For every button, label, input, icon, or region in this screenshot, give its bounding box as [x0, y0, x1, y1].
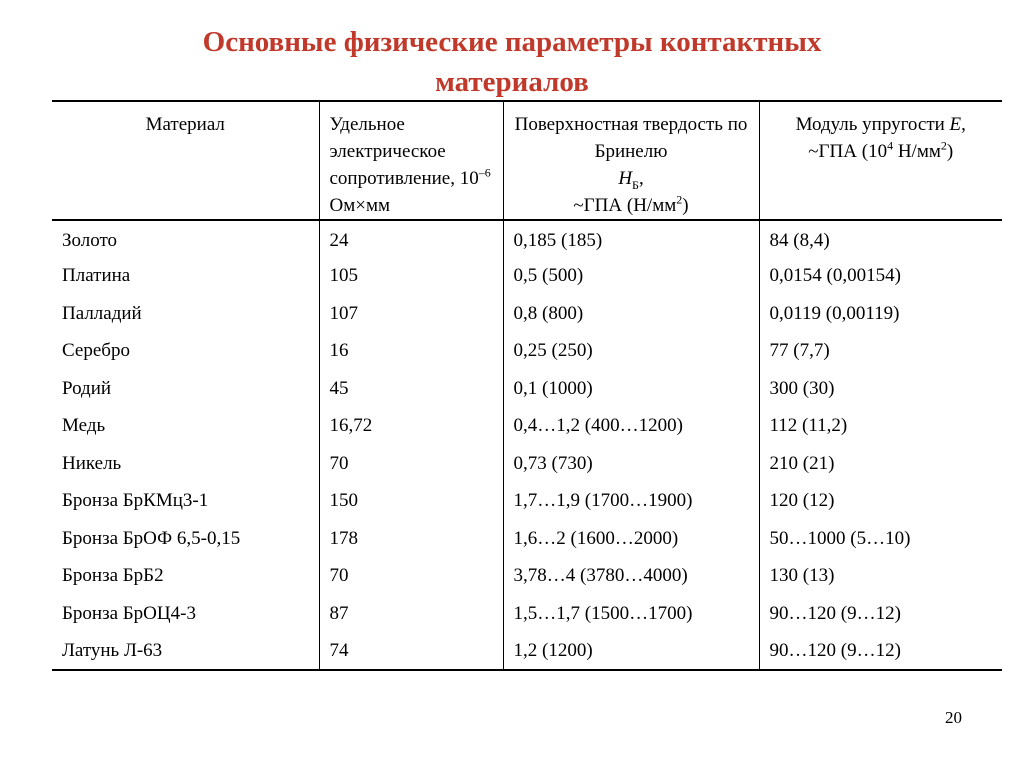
slide-title [0, 22, 1024, 102]
cell-material: Бронза БрОЦ4-3 [62, 602, 196, 624]
header-hardness [503, 101, 759, 220]
cell-resistivity: 178 [319, 520, 503, 558]
materials-table [52, 100, 1002, 671]
table-row [52, 595, 1002, 633]
cell-hardness: 0,73 (730) [503, 445, 759, 483]
cell-material: Палладий [62, 302, 142, 324]
header-resistivity-text: Удельное электрическое сопротивление, [329, 114, 455, 189]
cell-modulus: 0,0154 (0,00154) [759, 258, 1002, 296]
header-hardness-symbol: H [618, 168, 633, 189]
header-modulus [759, 101, 1002, 220]
cell-material: Медь [62, 415, 106, 437]
slide-title-line-1: Основные физические параметры контактных [202, 26, 822, 58]
cell-hardness: 3,78…4 (3780…4000) [503, 558, 759, 596]
table-row [52, 370, 1002, 408]
cell-modulus: 50…1000 (5…10) [759, 520, 1002, 558]
table-row [52, 220, 1002, 258]
header-resistivity-exp: –6 [478, 165, 491, 180]
cell-modulus: 210 (21) [759, 445, 1002, 483]
cell-hardness: 0,25 (250) [503, 333, 759, 371]
page-number: 20 [945, 708, 962, 727]
cell-resistivity: 45 [319, 370, 503, 408]
cell-modulus: 84 (8,4) [759, 220, 1002, 258]
table-row [52, 258, 1002, 296]
cell-material: Родий [62, 377, 112, 399]
cell-resistivity: 24 [319, 220, 503, 258]
cell-material: Никель [62, 452, 122, 474]
header-material [52, 101, 319, 220]
cell-modulus: 120 (12) [759, 483, 1002, 521]
cell-hardness: 1,7…1,9 (1700…1900) [503, 483, 759, 521]
header-hardness-comma: , [638, 168, 644, 189]
table-row [52, 520, 1002, 558]
cell-modulus: 112 (11,2) [759, 408, 1002, 446]
cell-hardness: 1,5…1,7 (1500…1700) [503, 595, 759, 633]
cell-modulus: 77 (7,7) [759, 333, 1002, 371]
header-hardness-unit-exp: 2 [676, 192, 683, 207]
cell-material: Бронза БрОФ 6,5-0,15 [62, 527, 241, 549]
cell-modulus: 90…120 (9…12) [759, 633, 1002, 671]
table-row [52, 295, 1002, 333]
cell-resistivity: 16,72 [319, 408, 503, 446]
cell-hardness: 0,4…1,2 (400…1200) [503, 408, 759, 446]
cell-resistivity: 105 [319, 258, 503, 296]
header-hardness-unit-suffix: ) [682, 195, 689, 216]
table-row [52, 333, 1002, 371]
cell-modulus: 130 (13) [759, 558, 1002, 596]
cell-resistivity: 70 [319, 445, 503, 483]
cell-resistivity: 70 [319, 558, 503, 596]
table-row [52, 558, 1002, 596]
header-modulus-comma: , [961, 114, 966, 135]
header-hardness-text: Поверхностная твердость по Бринелю [514, 114, 748, 162]
header-modulus-unit-exp1: 4 [887, 138, 894, 153]
cell-material: Платина [62, 265, 131, 287]
cell-resistivity: 16 [319, 333, 503, 371]
cell-resistivity: 87 [319, 595, 503, 633]
cell-material: Латунь Л-63 [52, 633, 319, 671]
table-row [52, 445, 1002, 483]
cell-modulus: 0,0119 (0,00119) [759, 295, 1002, 333]
header-hardness-symbol-sub: Б [632, 177, 639, 192]
table-header-row [52, 101, 1002, 220]
header-modulus-unit-prefix: ~ГПА (10 [808, 141, 888, 162]
cell-hardness: 0,1 (1000) [503, 370, 759, 408]
cell-resistivity: 150 [319, 483, 503, 521]
header-modulus-text: Модуль упругости [795, 114, 945, 135]
header-modulus-unit-mid: Н/мм [893, 141, 941, 162]
header-resistivity [319, 101, 503, 220]
header-material-label: Материал [145, 114, 225, 135]
table-row [52, 633, 1002, 671]
header-resistivity-unit: Ом×мм [329, 195, 391, 216]
cell-hardness: 1,2 (1200) [503, 633, 759, 671]
cell-hardness: 0,5 (500) [503, 258, 759, 296]
header-hardness-unit-prefix: ~ГПА (Н/мм [573, 195, 677, 216]
header-resistivity-base: 10 [459, 168, 479, 189]
cell-modulus: 90…120 (9…12) [759, 595, 1002, 633]
cell-hardness: 0,185 (185) [503, 220, 759, 258]
cell-hardness: 0,8 (800) [503, 295, 759, 333]
cell-resistivity: 74 [319, 633, 503, 671]
cell-material: Бронза БрБ2 [62, 565, 164, 587]
header-modulus-symbol: E [949, 114, 962, 135]
header-modulus-unit-exp2: 2 [940, 138, 947, 153]
cell-material: Золото [62, 230, 118, 252]
cell-modulus: 300 (30) [759, 370, 1002, 408]
cell-material: Бронза БрКМц3-1 [62, 490, 209, 512]
table-row [52, 483, 1002, 521]
header-modulus-unit-suffix: ) [946, 141, 954, 162]
cell-material: Серебро [62, 340, 130, 362]
cell-resistivity: 107 [319, 295, 503, 333]
table-row [52, 408, 1002, 446]
cell-hardness: 1,6…2 (1600…2000) [503, 520, 759, 558]
slide-title-line-2: материалов [435, 66, 589, 98]
